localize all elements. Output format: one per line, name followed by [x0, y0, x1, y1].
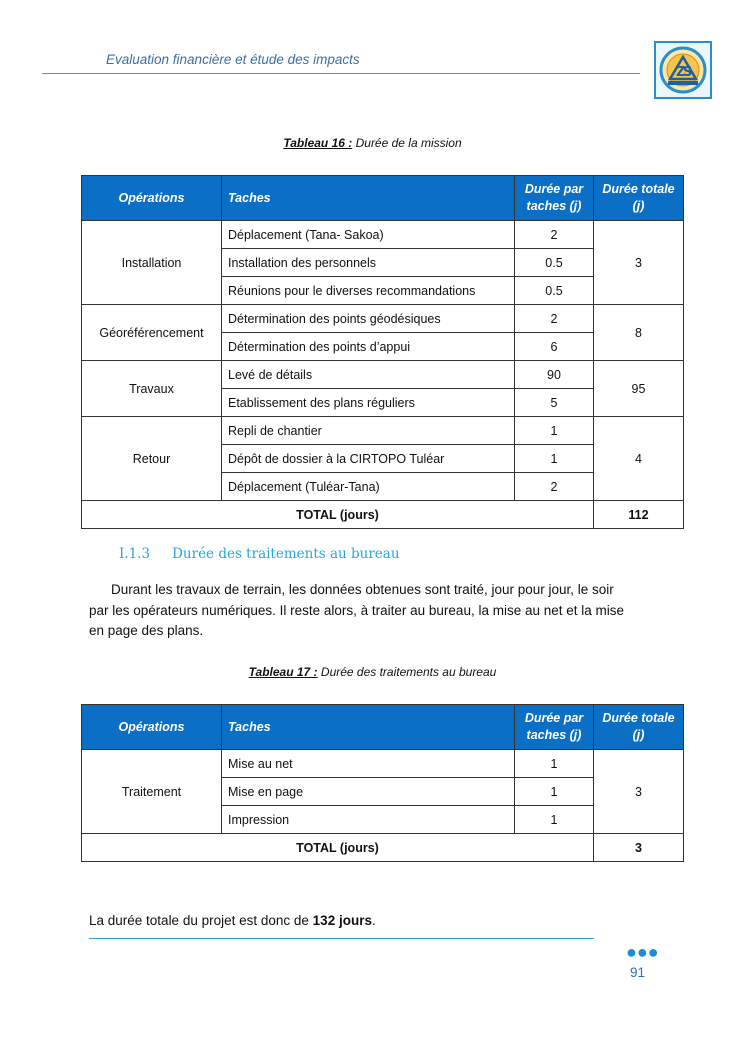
task-cell: Réunions pour le diverses recommandations — [222, 277, 515, 305]
header-duree-par-taches — [515, 705, 594, 750]
conclusion-prefix: La durée totale du projet est donc de — [89, 913, 313, 928]
operation-cell: Travaux — [82, 361, 222, 417]
page-number: 91 — [630, 965, 646, 980]
table16-caption — [0, 136, 745, 150]
conclusion-sentence — [89, 913, 376, 928]
header-duree-par-line1: Durée par — [524, 711, 584, 725]
task-cell: Dépôt de dossier à la CIRTOPO Tuléar — [222, 445, 515, 473]
conclusion-suffix: . — [371, 913, 376, 928]
logo-emblem-icon — [656, 43, 710, 97]
header-duree-totale-line1: Durée totale — [602, 182, 675, 196]
table16-caption-label: Tableau 16 : — [283, 136, 353, 150]
operation-cell: Traitement — [82, 750, 222, 834]
operation-cell: Retour — [82, 417, 222, 501]
office-processing-table — [81, 704, 684, 862]
paragraph-line: par les opérateurs numériques. Il reste alors, à traiter au bureau, la mise au net et la mise — [89, 602, 625, 618]
paragraph-line: en page des plans. — [89, 623, 204, 638]
footer-rule — [89, 938, 594, 939]
task-cell: Mise au net — [222, 750, 515, 778]
table17-caption-text: Durée des traitements au bureau — [317, 665, 497, 679]
task-duration-cell: 1 — [515, 778, 594, 806]
task-cell: Repli de chantier — [222, 417, 515, 445]
table-row — [82, 750, 684, 778]
task-duration-cell: 0.5 — [515, 277, 594, 305]
task-cell: Etablissement des plans réguliers — [222, 389, 515, 417]
task-cell: Impression — [222, 806, 515, 834]
total-value-cell: 112 — [594, 501, 684, 529]
header-taches: Taches — [222, 176, 515, 221]
section-number: I.1.3 — [119, 546, 151, 562]
task-duration-cell: 2 — [515, 305, 594, 333]
section-heading — [119, 546, 400, 562]
header-rule — [42, 73, 640, 74]
total-label-cell: TOTAL (jours) — [82, 834, 594, 862]
header-duree-totale-line2: (j) — [632, 728, 645, 742]
header-duree-par-taches — [515, 176, 594, 221]
header-operations: Opérations — [82, 176, 222, 221]
header-taches: Taches — [222, 705, 515, 750]
conclusion-value: 132 jours — [312, 913, 372, 928]
header-duree-par-line2: taches (j) — [526, 728, 582, 742]
header-operations: Opérations — [82, 705, 222, 750]
task-duration-cell: 2 — [515, 221, 594, 249]
svg-text:Z: Z — [676, 65, 686, 80]
total-row — [82, 501, 684, 529]
paragraph-line: Durant les travaux de terrain, les données obtenues sont traité, jour pour jour, le soir — [111, 582, 614, 597]
operation-total-cell: 4 — [594, 417, 684, 501]
table-row — [82, 417, 684, 445]
school-logo — [654, 41, 712, 99]
table17-caption-label: Tableau 17 : — [248, 665, 318, 679]
table-row — [82, 305, 684, 333]
header-duree-totale-line2: (j) — [632, 199, 645, 213]
header-duree-totale-line1: Durée totale — [602, 711, 675, 725]
task-duration-cell: 0.5 — [515, 249, 594, 277]
task-duration-cell: 2 — [515, 473, 594, 501]
task-duration-cell: 1 — [515, 806, 594, 834]
table-row — [82, 361, 684, 389]
operation-cell: Géoréférencement — [82, 305, 222, 361]
header-duree-totale — [594, 176, 684, 221]
task-cell: Mise en page — [222, 778, 515, 806]
task-cell: Levé de détails — [222, 361, 515, 389]
table16-caption-text: Durée de la mission — [352, 136, 462, 150]
table17-caption — [0, 665, 745, 679]
operation-cell: Installation — [82, 221, 222, 305]
footer-dots-icon: ●●● — [626, 942, 659, 962]
operation-total-cell: 95 — [594, 361, 684, 417]
operation-total-cell: 8 — [594, 305, 684, 361]
task-duration-cell: 1 — [515, 445, 594, 473]
task-duration-cell: 1 — [515, 750, 594, 778]
operation-total-cell: 3 — [594, 221, 684, 305]
total-row — [82, 834, 684, 862]
task-duration-cell: 90 — [515, 361, 594, 389]
mission-duration-table — [81, 175, 684, 529]
task-cell: Détermination des points d’appui — [222, 333, 515, 361]
section-title: Durée des traitements au bureau — [172, 546, 400, 562]
task-cell: Détermination des points géodésiques — [222, 305, 515, 333]
task-cell: Déplacement (Tana- Sakoa) — [222, 221, 515, 249]
header-duree-totale — [594, 705, 684, 750]
running-header-title: Evaluation financière et étude des impacts — [106, 52, 360, 67]
total-label-cell: TOTAL (jours) — [82, 501, 594, 529]
task-duration-cell: 6 — [515, 333, 594, 361]
svg-text:S: S — [683, 65, 693, 80]
task-cell: Installation des personnels — [222, 249, 515, 277]
total-value-cell: 3 — [594, 834, 684, 862]
task-duration-cell: 1 — [515, 417, 594, 445]
table-row — [82, 221, 684, 249]
table-header-row — [82, 705, 684, 750]
operation-total-cell: 3 — [594, 750, 684, 834]
body-paragraph — [89, 580, 649, 642]
header-duree-par-line2: taches (j) — [526, 199, 582, 213]
table-header-row — [82, 176, 684, 221]
header-duree-par-line1: Durée par — [524, 182, 584, 196]
task-cell: Déplacement (Tuléar-Tana) — [222, 473, 515, 501]
task-duration-cell: 5 — [515, 389, 594, 417]
